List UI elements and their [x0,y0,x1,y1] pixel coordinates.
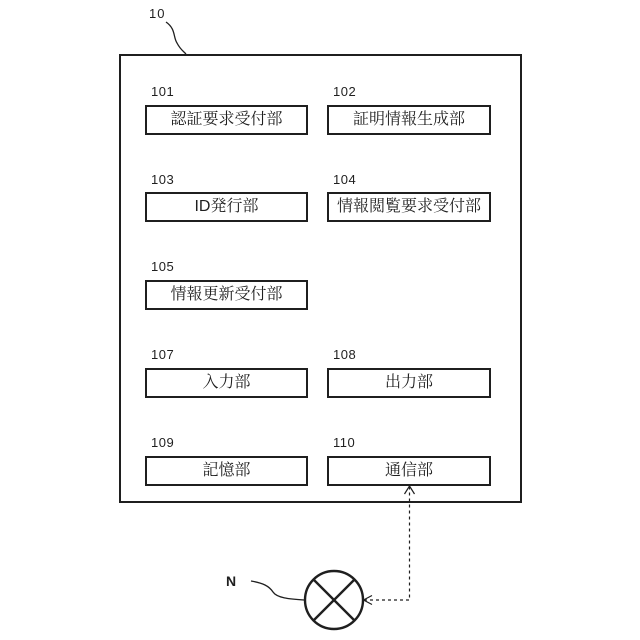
unit-ref-102: 102 [333,84,357,99]
unit-box-109 [145,456,308,486]
network-connection-dashed-line [364,486,410,600]
unit-ref-103: 103 [151,172,175,187]
unit-box-107 [145,368,308,398]
unit-label-107: 入力部 [202,374,251,391]
unit-label-103: ID発行部 [194,198,259,215]
unit-label-105: 情報更新受付部 [170,286,283,303]
unit-box-104 [327,192,491,222]
unit-label-104: 情報閲覧要求受付部 [336,198,481,215]
unit-label-102: 証明情報生成部 [352,111,465,128]
unit-label-110: 通信部 [384,462,433,479]
network-icon [305,571,363,629]
unit-ref-110: 110 [333,435,356,450]
unit-box-105 [145,280,308,310]
unit-label-108: 出力部 [384,374,433,391]
unit-box-110 [327,456,491,486]
unit-ref-107: 107 [151,347,175,362]
unit-ref-105: 105 [151,259,175,274]
unit-box-101 [145,105,308,135]
unit-ref-101: 101 [151,84,175,99]
unit-box-108 [327,368,491,398]
arrowhead-left-icon [364,596,373,605]
unit-label-101: 認証要求受付部 [170,111,283,128]
network-ref-label: N [226,573,237,589]
unit-ref-109: 109 [151,435,175,450]
unit-ref-104: 104 [333,172,357,187]
unit-box-103 [145,192,308,222]
unit-box-102 [327,105,491,135]
system-ref-leader-line [166,22,186,54]
unit-label-109: 記憶部 [202,462,251,479]
network-ref-leader-line [251,581,304,600]
unit-ref-108: 108 [333,347,357,362]
system-ref-label: 10 [149,6,166,21]
